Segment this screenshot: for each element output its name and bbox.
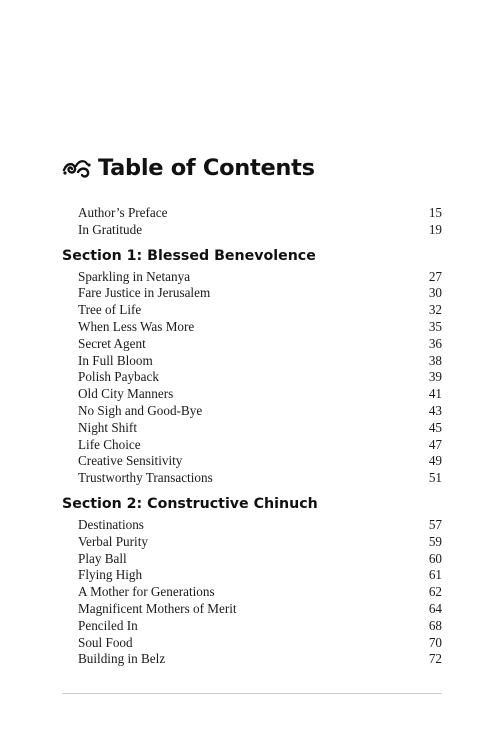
toc-entry (62, 386, 442, 403)
toc-entry-page-number: 57 (428, 516, 442, 532)
page-title: Table of Contents (98, 155, 315, 181)
toc-entry-page-number: 35 (428, 318, 442, 334)
toc-entry (62, 269, 442, 286)
toc-entry-page-number: 30 (428, 285, 442, 301)
toc-entry-page-number: 47 (428, 436, 442, 452)
toc-entry-page-number: 41 (428, 386, 442, 402)
toc-entry-page-number: 36 (428, 335, 442, 351)
toc-entry (62, 222, 442, 239)
toc-entry (62, 584, 442, 601)
toc-entry (62, 336, 442, 353)
toc-entry-title: A Mother for Generations (78, 584, 215, 600)
toc-entry-title: Verbal Purity (78, 533, 148, 549)
toc-entry-title: Play Ball (78, 550, 127, 566)
toc-entry-page-number: 68 (428, 617, 442, 633)
section-heading: Section 1: Blessed Benevolence (62, 247, 316, 264)
toc-entry (62, 420, 442, 437)
toc-entry-page-number: 59 (428, 533, 442, 549)
toc-entry-page-number: 39 (428, 369, 442, 385)
toc-entry (62, 567, 442, 584)
toc-entry-title: Trustworthy Transactions (78, 470, 213, 486)
toc-entry-page-number: 32 (428, 302, 442, 318)
toc-entry (62, 353, 442, 370)
toc-entry-page-number: 45 (428, 419, 442, 435)
toc-entry-page-number: 51 (428, 470, 442, 486)
toc-entry (62, 618, 442, 635)
toc-entry-title: In Full Bloom (78, 352, 153, 368)
toc-entry-title: Flying High (78, 567, 143, 583)
toc-entry (62, 517, 442, 534)
toc-entry-page-number: 70 (428, 634, 442, 650)
toc-entry-page-number: 43 (428, 402, 442, 418)
toc-entry-title: Polish Payback (78, 369, 159, 385)
toc-entry (62, 601, 442, 618)
toc-entry-title: Secret Agent (78, 335, 146, 351)
toc-entry-title: Fare Justice in Jerusalem (78, 285, 211, 301)
toc-entry (62, 551, 442, 568)
toc-entry (62, 635, 442, 652)
toc-entry-page-number: 61 (428, 567, 442, 583)
toc-entry (62, 470, 442, 487)
toc-entry-page-number: 19 (428, 221, 442, 237)
toc-entry (62, 369, 442, 386)
toc-entry-title: When Less Was More (78, 318, 195, 334)
toc-entry-title: Author’s Preface (78, 205, 168, 220)
toc-heading (62, 155, 315, 181)
toc-entry-page-number: 72 (428, 651, 442, 667)
toc-entry (62, 651, 442, 668)
toc-entry-title: Penciled In (78, 617, 138, 633)
toc-entry-title: No Sigh and Good-Bye (78, 402, 203, 418)
toc-entry-title: Magnificent Mothers of Merit (78, 600, 237, 616)
toc-entry (62, 403, 442, 420)
toc-entry-page-number: 15 (428, 205, 442, 220)
toc-entry-page-number: 64 (428, 600, 442, 616)
toc-entry (62, 285, 442, 302)
toc-entry (62, 534, 442, 551)
table-of-contents (62, 205, 442, 668)
toc-entry-title: Building in Belz (78, 651, 166, 667)
section-heading: Section 2: Constructive Chinuch (62, 495, 318, 512)
toc-entry-title: Night Shift (78, 419, 137, 435)
toc-entry-page-number: 62 (428, 584, 442, 600)
toc-entry-title: Destinations (78, 516, 144, 532)
toc-entry-page-number: 38 (428, 352, 442, 368)
toc-entry-page-number: 27 (428, 268, 442, 284)
toc-entry-page-number: 60 (428, 550, 442, 566)
toc-entry-title: Creative Sensitivity (78, 453, 183, 469)
toc-entry (62, 437, 442, 454)
toc-entry-title: Sparkling in Netanya (78, 268, 191, 284)
toc-entry-title: Tree of Life (78, 302, 142, 318)
toc-entry-title: Soul Food (78, 634, 133, 650)
toc-entry (62, 302, 442, 319)
toc-entry-title: Life Choice (78, 436, 141, 452)
toc-entry (62, 453, 442, 470)
toc-entry (62, 319, 442, 336)
ornamental-fleuron-icon (62, 157, 92, 179)
toc-entry-title: In Gratitude (78, 221, 143, 237)
footer-divider (62, 693, 442, 694)
toc-entry-title: Old City Manners (78, 386, 174, 402)
toc-entry-page-number: 49 (428, 453, 442, 469)
toc-entry (62, 205, 442, 222)
